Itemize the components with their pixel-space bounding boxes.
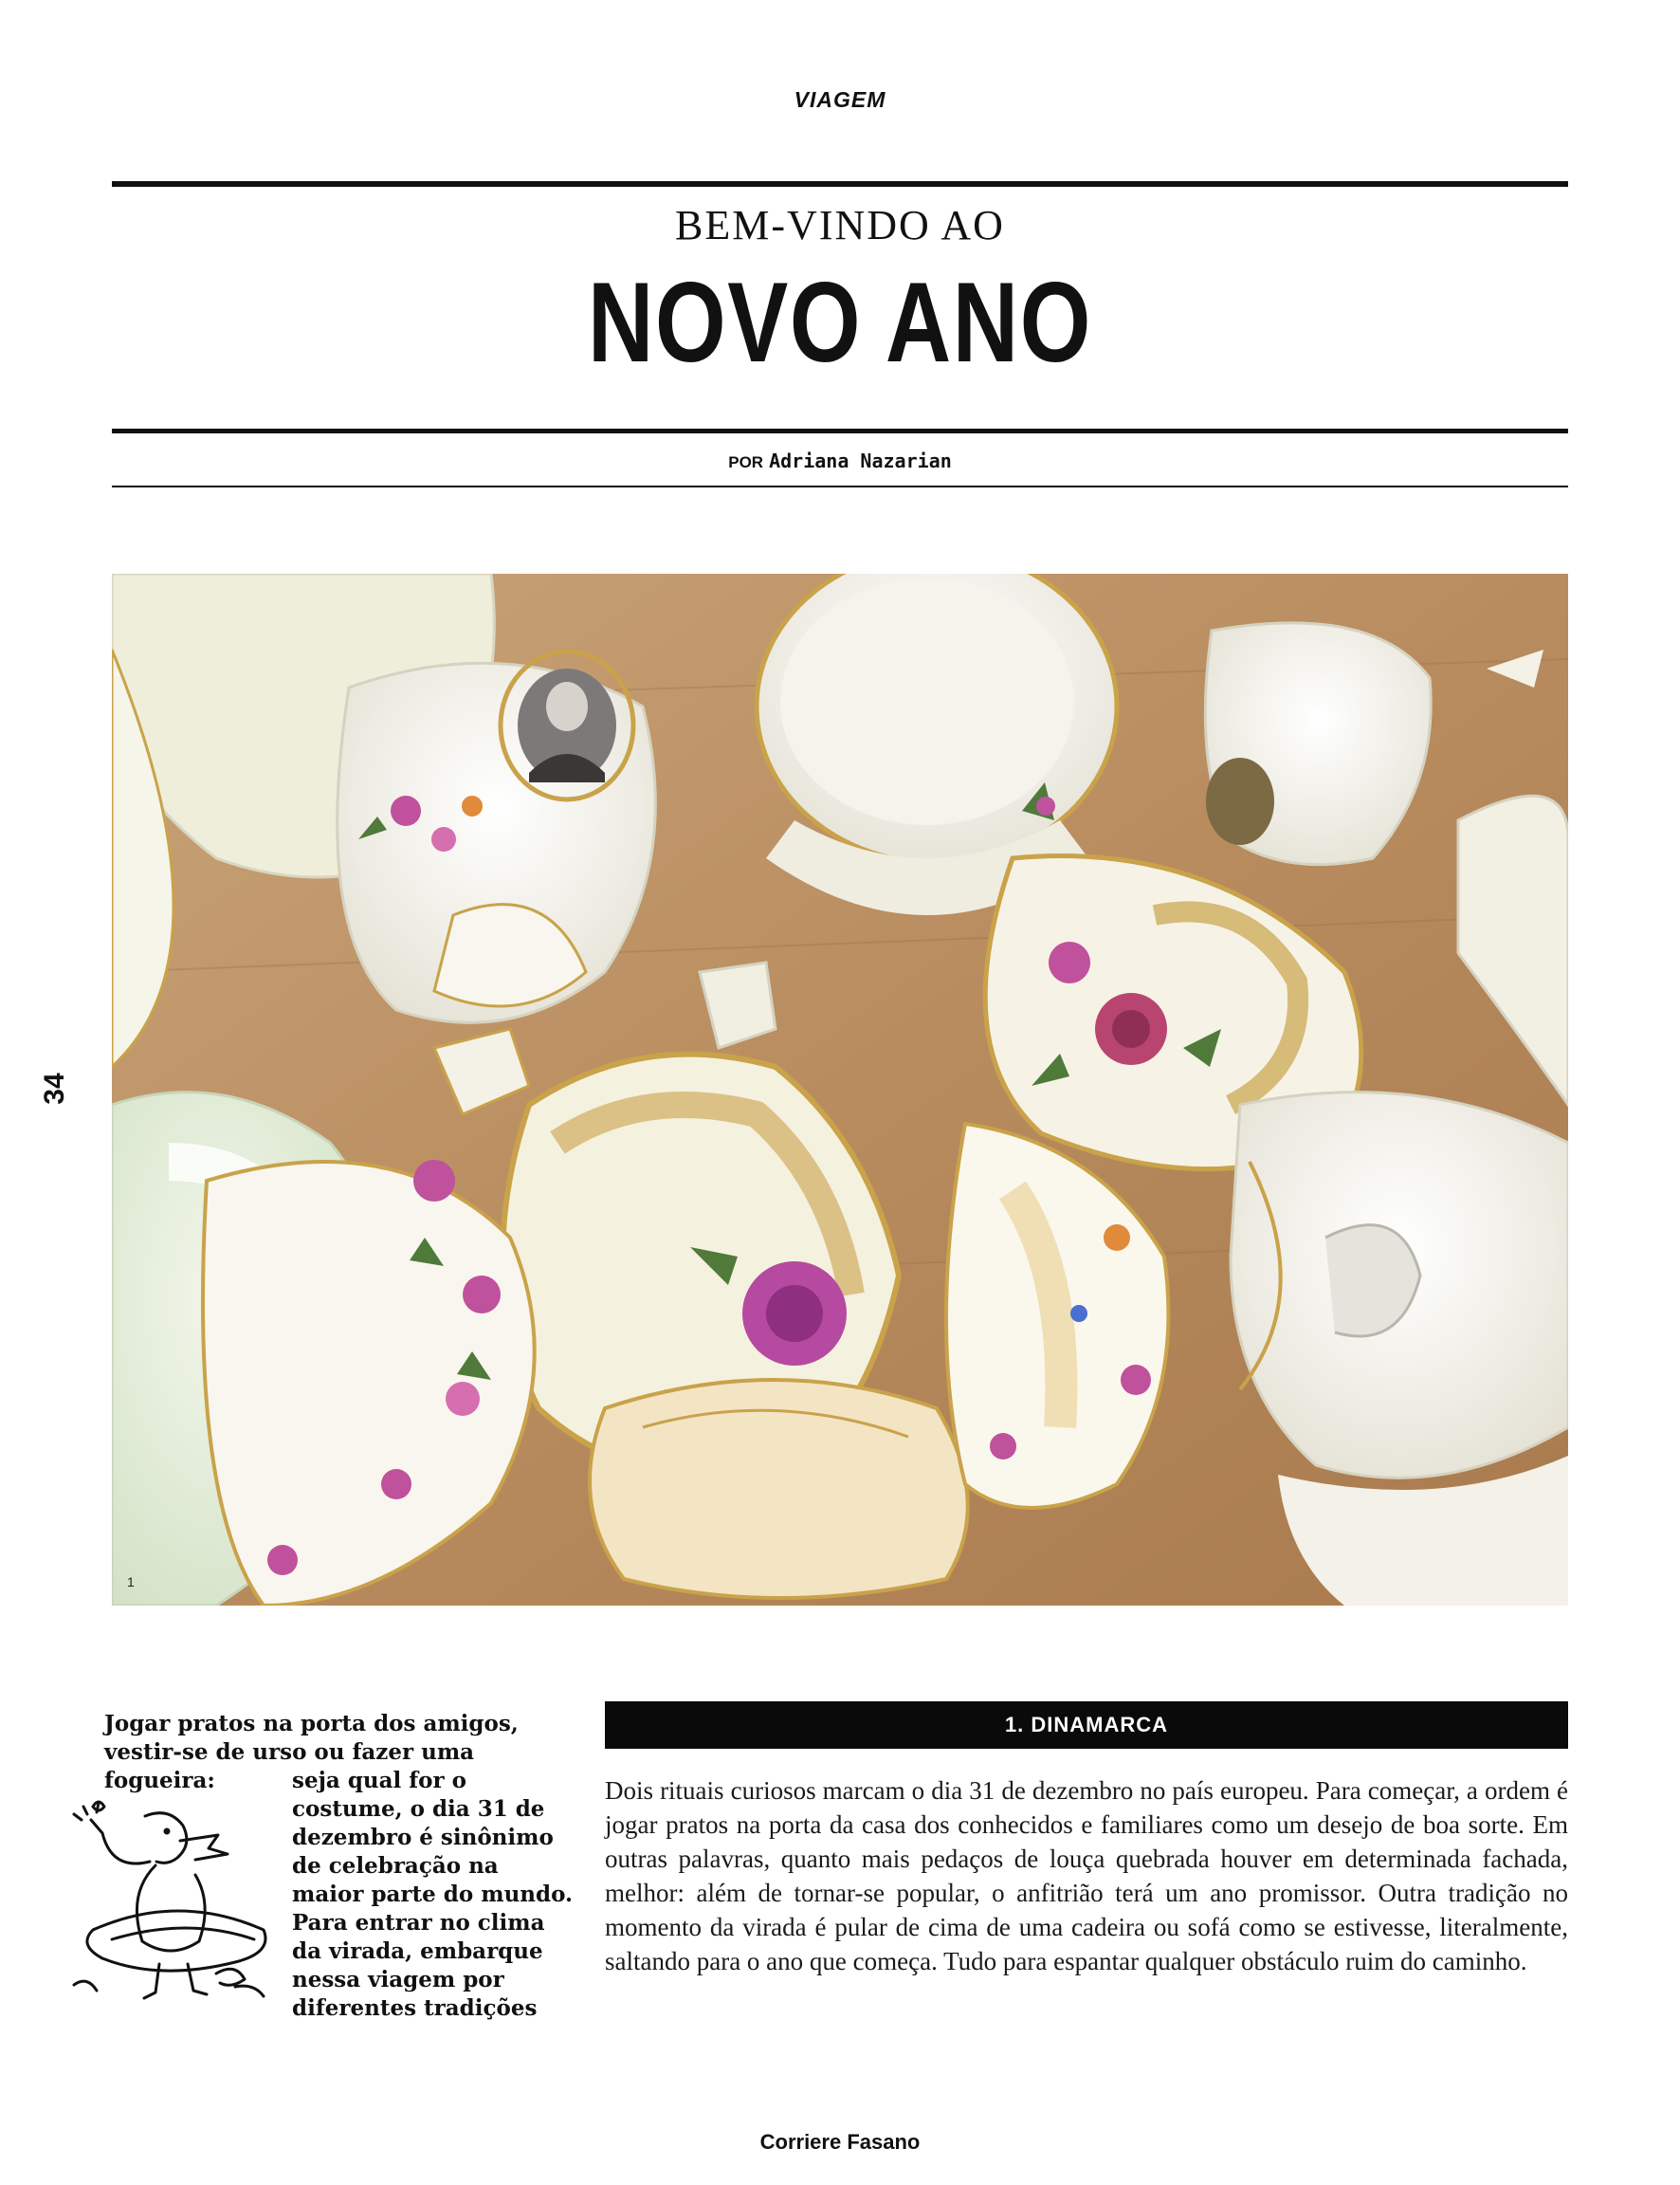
headline-bottom-rule (112, 429, 1568, 433)
author-name: Adriana Nazarian (769, 450, 952, 472)
byline-bottom-rule (112, 486, 1568, 487)
byline-prefix: POR (728, 453, 764, 471)
duck-doodle-icon (55, 1788, 292, 2006)
section-heading-dinamarca: 1. DINAMARCA (605, 1701, 1568, 1749)
byline (0, 450, 1680, 472)
footer-publication: Corriere Fasano (759, 2130, 921, 2154)
broken-china-illustration (112, 574, 1568, 1606)
photo-caption-number: 1 (127, 1574, 135, 1589)
page-number: 34 (39, 1073, 70, 1105)
section-body-dinamarca: Dois rituais curiosos marcam o dia 31 de dezembro no país europeu. Para começar, a ordem é jogar pratos na porta da casa dos conhecidos e familiares como um desejo de boa sorte. Em outras palavras, quanto mais pedaços de louça quebrada houver em determinada fachada, melhor: além de tornar-se popular, o anfitrião terá um ano promissor. Outra tradição no momento da virada é pular de cima de uma cadeira ou sofá como se estivesse, literalmente, saltando para o ano que começa. Tudo para espantar qualquer obstáculo ruim do caminho. (605, 1776, 1568, 1975)
section-label: VIAGEM (794, 87, 886, 112)
headline: NOVO ANO (588, 259, 1092, 386)
intro-continuation: seja qual for o costume, o dia 31 de dezembro é sinônimo de celebração na maior parte do mundo. Para entrar no clima da virada, embarque nessa viagem por diferentes tradições (292, 1768, 574, 2021)
top-rule (112, 181, 1568, 187)
headline-kicker: BEM-VINDO AO (675, 202, 1005, 248)
intro-lead: Jogar pratos na porta dos amigos, vestir-se de urso ou fazer uma fogueira: (104, 1711, 519, 1793)
broken-china-photo (112, 574, 1568, 1606)
